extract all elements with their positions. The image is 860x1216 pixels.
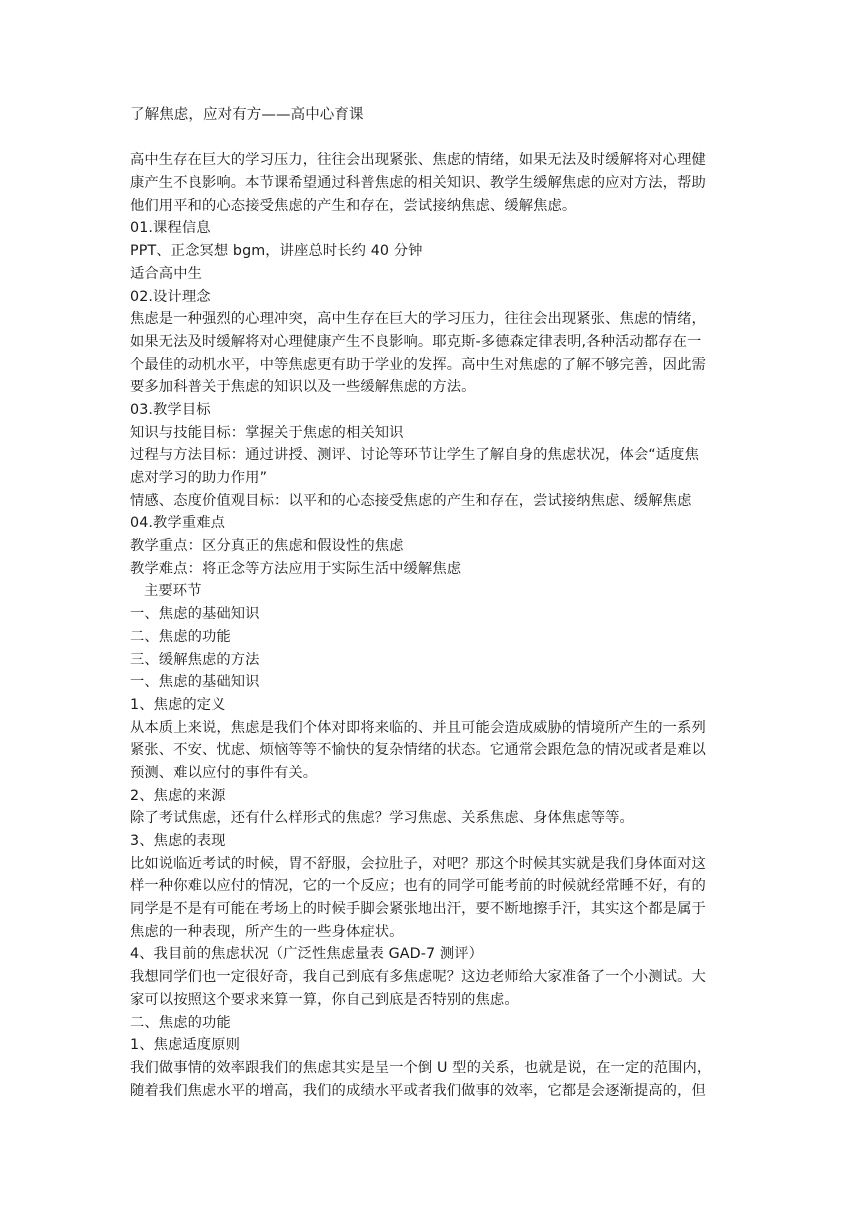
outline-item: 三、缓解焦虑的方法: [130, 651, 260, 668]
body-line: 教学难点：将正念等方法应用于实际生活中缓解焦虑: [130, 560, 462, 577]
body-line: 如果无法及时缓解将对心理健康产生不良影响。耶克斯-多德森定律表明,各种活动都存在一: [130, 333, 702, 350]
subsection-heading: 3、焦虑的表现: [130, 833, 226, 849]
outline-item: 二、焦虑的功能: [130, 628, 231, 645]
body-line: 随着我们焦虑水平的增高，我们的成绩水平或者我们做事的效率，它都是会逐渐提高的，但: [130, 1082, 706, 1099]
document-title: 了解焦虑，应对有方——高中心育课: [130, 107, 364, 123]
body-line: 我们做事情的效率跟我们的焦虑其实是呈一个倒 U 型的关系，也就是说，在一定的范围内，: [130, 1059, 712, 1076]
body-line: 从本质上来说，焦虑是我们个体对即将来临的、并且可能会造成威胁的情境所产生的一系列: [130, 719, 706, 736]
body-line: 焦虑的一种表现，所产生的一些身体症状。: [130, 923, 404, 940]
body-line: 要多加科普关于焦虑的知识以及一些缓解焦虑的方法。: [130, 379, 476, 396]
body-line: 紧张、不安、忧虑、烦恼等等不愉快的复杂情绪的状态。它通常会跟危急的情况或者是难以: [130, 742, 706, 759]
subsection-heading: 1、焦虑的定义: [130, 696, 226, 713]
body-line: 样一种你难以应付的情况，它的一个反应；也有的同学可能考前的时候就经常睡不好，有的: [130, 878, 706, 895]
section-heading: 02.设计理念: [130, 288, 211, 305]
subsection-heading: 1、焦虑适度原则: [130, 1037, 240, 1054]
subsection-heading: 2、焦虑的来源: [130, 787, 226, 804]
section-heading: 二、焦虑的功能: [130, 1014, 231, 1031]
body-line: 情感、态度价值观目标：以平和的心态接受焦虑的产生和存在，尝试接纳焦虑、缓解焦虑: [130, 492, 692, 509]
body-line: 过程与方法目标：通过讲授、测评、讨论等环节让学生了解自身的焦虑状况，体会“适度焦: [130, 447, 699, 464]
body-line: 同学是不是有可能在考场上的时候手脚会紧张地出汗，要不断地擦手汗，其实这个都是属于: [130, 901, 706, 918]
body-line: 虑对学习的助力作用”: [130, 470, 268, 486]
document-page: [130, 104, 734, 1102]
body-line: 比如说临近考试的时候，胃不舒服，会拉肚子，对吧？那这个时候其实就是我们身体面对这: [130, 855, 706, 872]
section-heading: 一、焦虑的基础知识: [130, 674, 260, 691]
outline-item: 一、焦虑的基础知识: [130, 606, 260, 623]
section-heading: 03.教学目标: [130, 401, 211, 418]
body-line: 预测、难以应付的事件有关。: [130, 764, 318, 781]
section-heading: 01.课程信息: [130, 220, 211, 237]
body-line: 我想同学们也一定很好奇，我自己到底有多焦虑呢？这边老师给大家准备了一个小测试。大: [130, 969, 706, 986]
body-line: 知识与技能目标：掌握关于焦虑的相关知识: [130, 424, 404, 441]
body-line: 个最佳的动机水平，中等焦虑更有助于学业的发挥。高中生对焦虑的了解不够完善，因此需: [130, 356, 706, 373]
body-line: 适合高中生: [130, 265, 202, 282]
body-line: 除了考试焦虑，还有什么样形式的焦虑？学习焦虑、关系焦虑、身体焦虑等等。: [130, 810, 634, 827]
subsection-heading: 4、我目前的焦虑状况（广泛性焦虑量表 GAD-7 测评）: [130, 946, 484, 963]
body-line: 高中生存在巨大的学习压力，往往会出现紧张、焦虑的情绪，如果无法及时缓解将对心理健: [130, 152, 706, 169]
body-line: 家可以按照这个要求来算一算，你自己到底是否特别的焦虑。: [130, 991, 519, 1008]
body-line: 康产生不良影响。本节课希望通过科普焦虑的相关知识、教学生缓解焦虑的应对方法，帮助: [130, 175, 706, 192]
body-line: 焦虑是一种强烈的心理冲突，高中生存在巨大的学习压力，往往会出现紧张、焦虑的情绪，: [130, 311, 706, 328]
body-line: PPT、正念冥想 bgm，讲座总时长约 40 分钟: [130, 243, 423, 260]
section-heading: 04.教学重难点: [130, 515, 226, 532]
body-line: 他们用平和的心态接受焦虑的产生和存在，尝试接纳焦虑、缓解焦虑。: [130, 197, 577, 214]
document-body: [130, 149, 734, 1102]
section-heading: 主要环节: [144, 583, 202, 600]
body-line: 教学重点：区分真正的焦虑和假设性的焦虑: [130, 538, 404, 555]
